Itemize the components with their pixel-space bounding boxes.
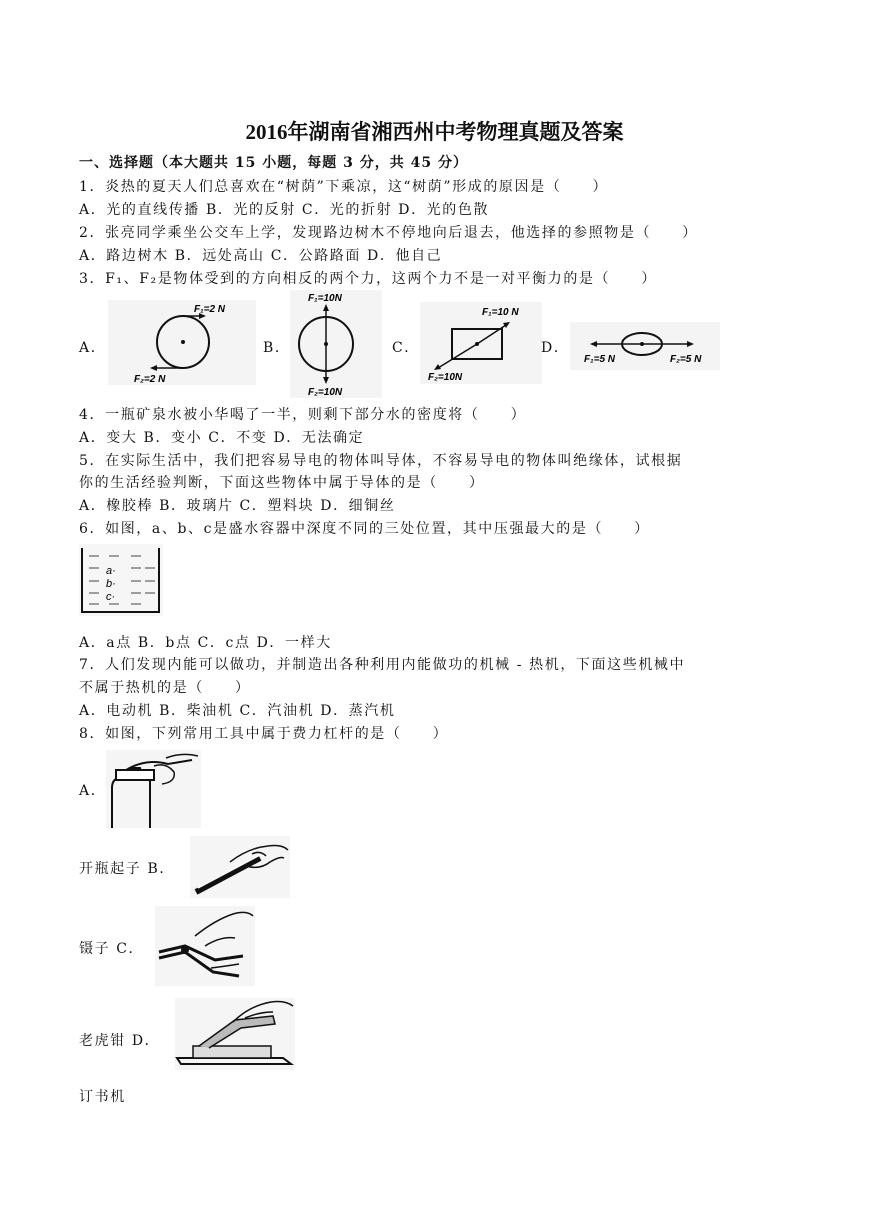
- q7-stem-line1: 7．人们发现内能可以做功，并制造出各种利用内能做功的机械 - 热机，下面这些机械中: [79, 657, 686, 673]
- q3-label-d: D．: [541, 340, 570, 356]
- q4-stem: 4．一瓶矿泉水被小华喝了一半，则剩下部分水的密度将（ ）: [79, 407, 527, 423]
- q3b-f1-label: F₁=10N: [308, 293, 342, 304]
- q8-label-a: A．: [79, 783, 107, 799]
- q1-stem: 1．炎热的夏天人们总喜欢在“树荫”下乘凉，这“树荫”形成的原因是（ ）: [79, 179, 609, 195]
- q3-figure-d: [570, 322, 720, 370]
- page-title: 2016年湖南省湘西州中考物理真题及答案: [245, 120, 624, 144]
- q8-caption-a-label-b: 开瓶起子 B．: [79, 861, 175, 877]
- q3b-f2-label: F₂=10N: [308, 387, 343, 398]
- q3d-f1-label: F₁=5 N: [584, 354, 616, 365]
- q8-figure-pliers: [155, 906, 255, 986]
- q3d-f2-label: F₂=5 N: [670, 354, 702, 365]
- q6-point-c: c·: [106, 591, 116, 603]
- q6-point-b: b·: [106, 578, 116, 590]
- section-heading: 一、选择题（本大题共 15 小题，每题 3 分，共 45 分）: [79, 155, 468, 171]
- q2-options: A．路边树木 B．远处高山 C．公路路面 D．他自己: [79, 248, 443, 264]
- q3-label-a: A．: [79, 340, 107, 356]
- q8-stem: 8．如图，下列常用工具中属于费力杠杆的是（ ）: [79, 726, 449, 742]
- q6-point-a: a·: [106, 565, 116, 577]
- q8-figure-bottle-opener: [106, 750, 201, 828]
- q7-options: A．电动机 B．柴油机 C．汽油机 D．蒸汽机: [79, 703, 396, 719]
- q3a-f1-label: F₁=2 N: [194, 304, 226, 315]
- q3-figure-a: [108, 300, 256, 385]
- q3a-f2-label: F₂=2 N: [134, 374, 166, 385]
- q5-options: A．橡胶棒 B．玻璃片 C．塑料块 D．细铜丝: [79, 498, 396, 514]
- q3-figure-b: [290, 290, 382, 398]
- q8-figure-tweezers: [190, 836, 290, 898]
- q8-figure-stapler: [175, 998, 295, 1070]
- q8-caption-c-label-d: 老虎钳 D．: [79, 1033, 161, 1049]
- q6-options: A．a点 B．b点 C．c点 D．一样大: [79, 635, 332, 651]
- q7-stem-line2: 不属于热机的是（ ）: [79, 680, 251, 696]
- q3c-f2-label: F₂=10N: [428, 372, 463, 383]
- q6-stem: 6．如图，a、b、c是盛水容器中深度不同的三处位置，其中压强最大的是（ ）: [79, 521, 650, 537]
- q3-figure-c: [420, 302, 542, 384]
- q4-options: A．变大 B．变小 C．不变 D．无法确定: [79, 430, 365, 446]
- q1-options: A．光的直线传播 B．光的反射 C．光的折射 D．光的色散: [79, 202, 490, 218]
- q3-stem: 3．F₁、F₂是物体受到的方向相反的两个力，这两个力不是一对平衡力的是（ ）: [79, 271, 657, 287]
- q8-caption-d: 订书机: [79, 1089, 126, 1105]
- q5-stem-line1: 5．在实际生活中，我们把容易导电的物体叫导体，不容易导电的物体叫绝缘体，试根据: [79, 453, 683, 469]
- q5-stem-line2: 你的生活经验判断，下面这些物体中属于导体的是（ ）: [79, 475, 485, 491]
- q3-label-c: C．: [392, 340, 420, 356]
- q6-container-figure: [79, 544, 163, 616]
- q8-caption-b-label-c: 镊子 C．: [79, 941, 145, 957]
- q2-stem: 2．张亮同学乘坐公交车上学，发现路边树木不停地向后退去，他选择的参照物是（ ）: [79, 225, 698, 241]
- q3-label-b: B．: [263, 340, 291, 356]
- q3c-f1-label: F₁=10 N: [482, 307, 519, 318]
